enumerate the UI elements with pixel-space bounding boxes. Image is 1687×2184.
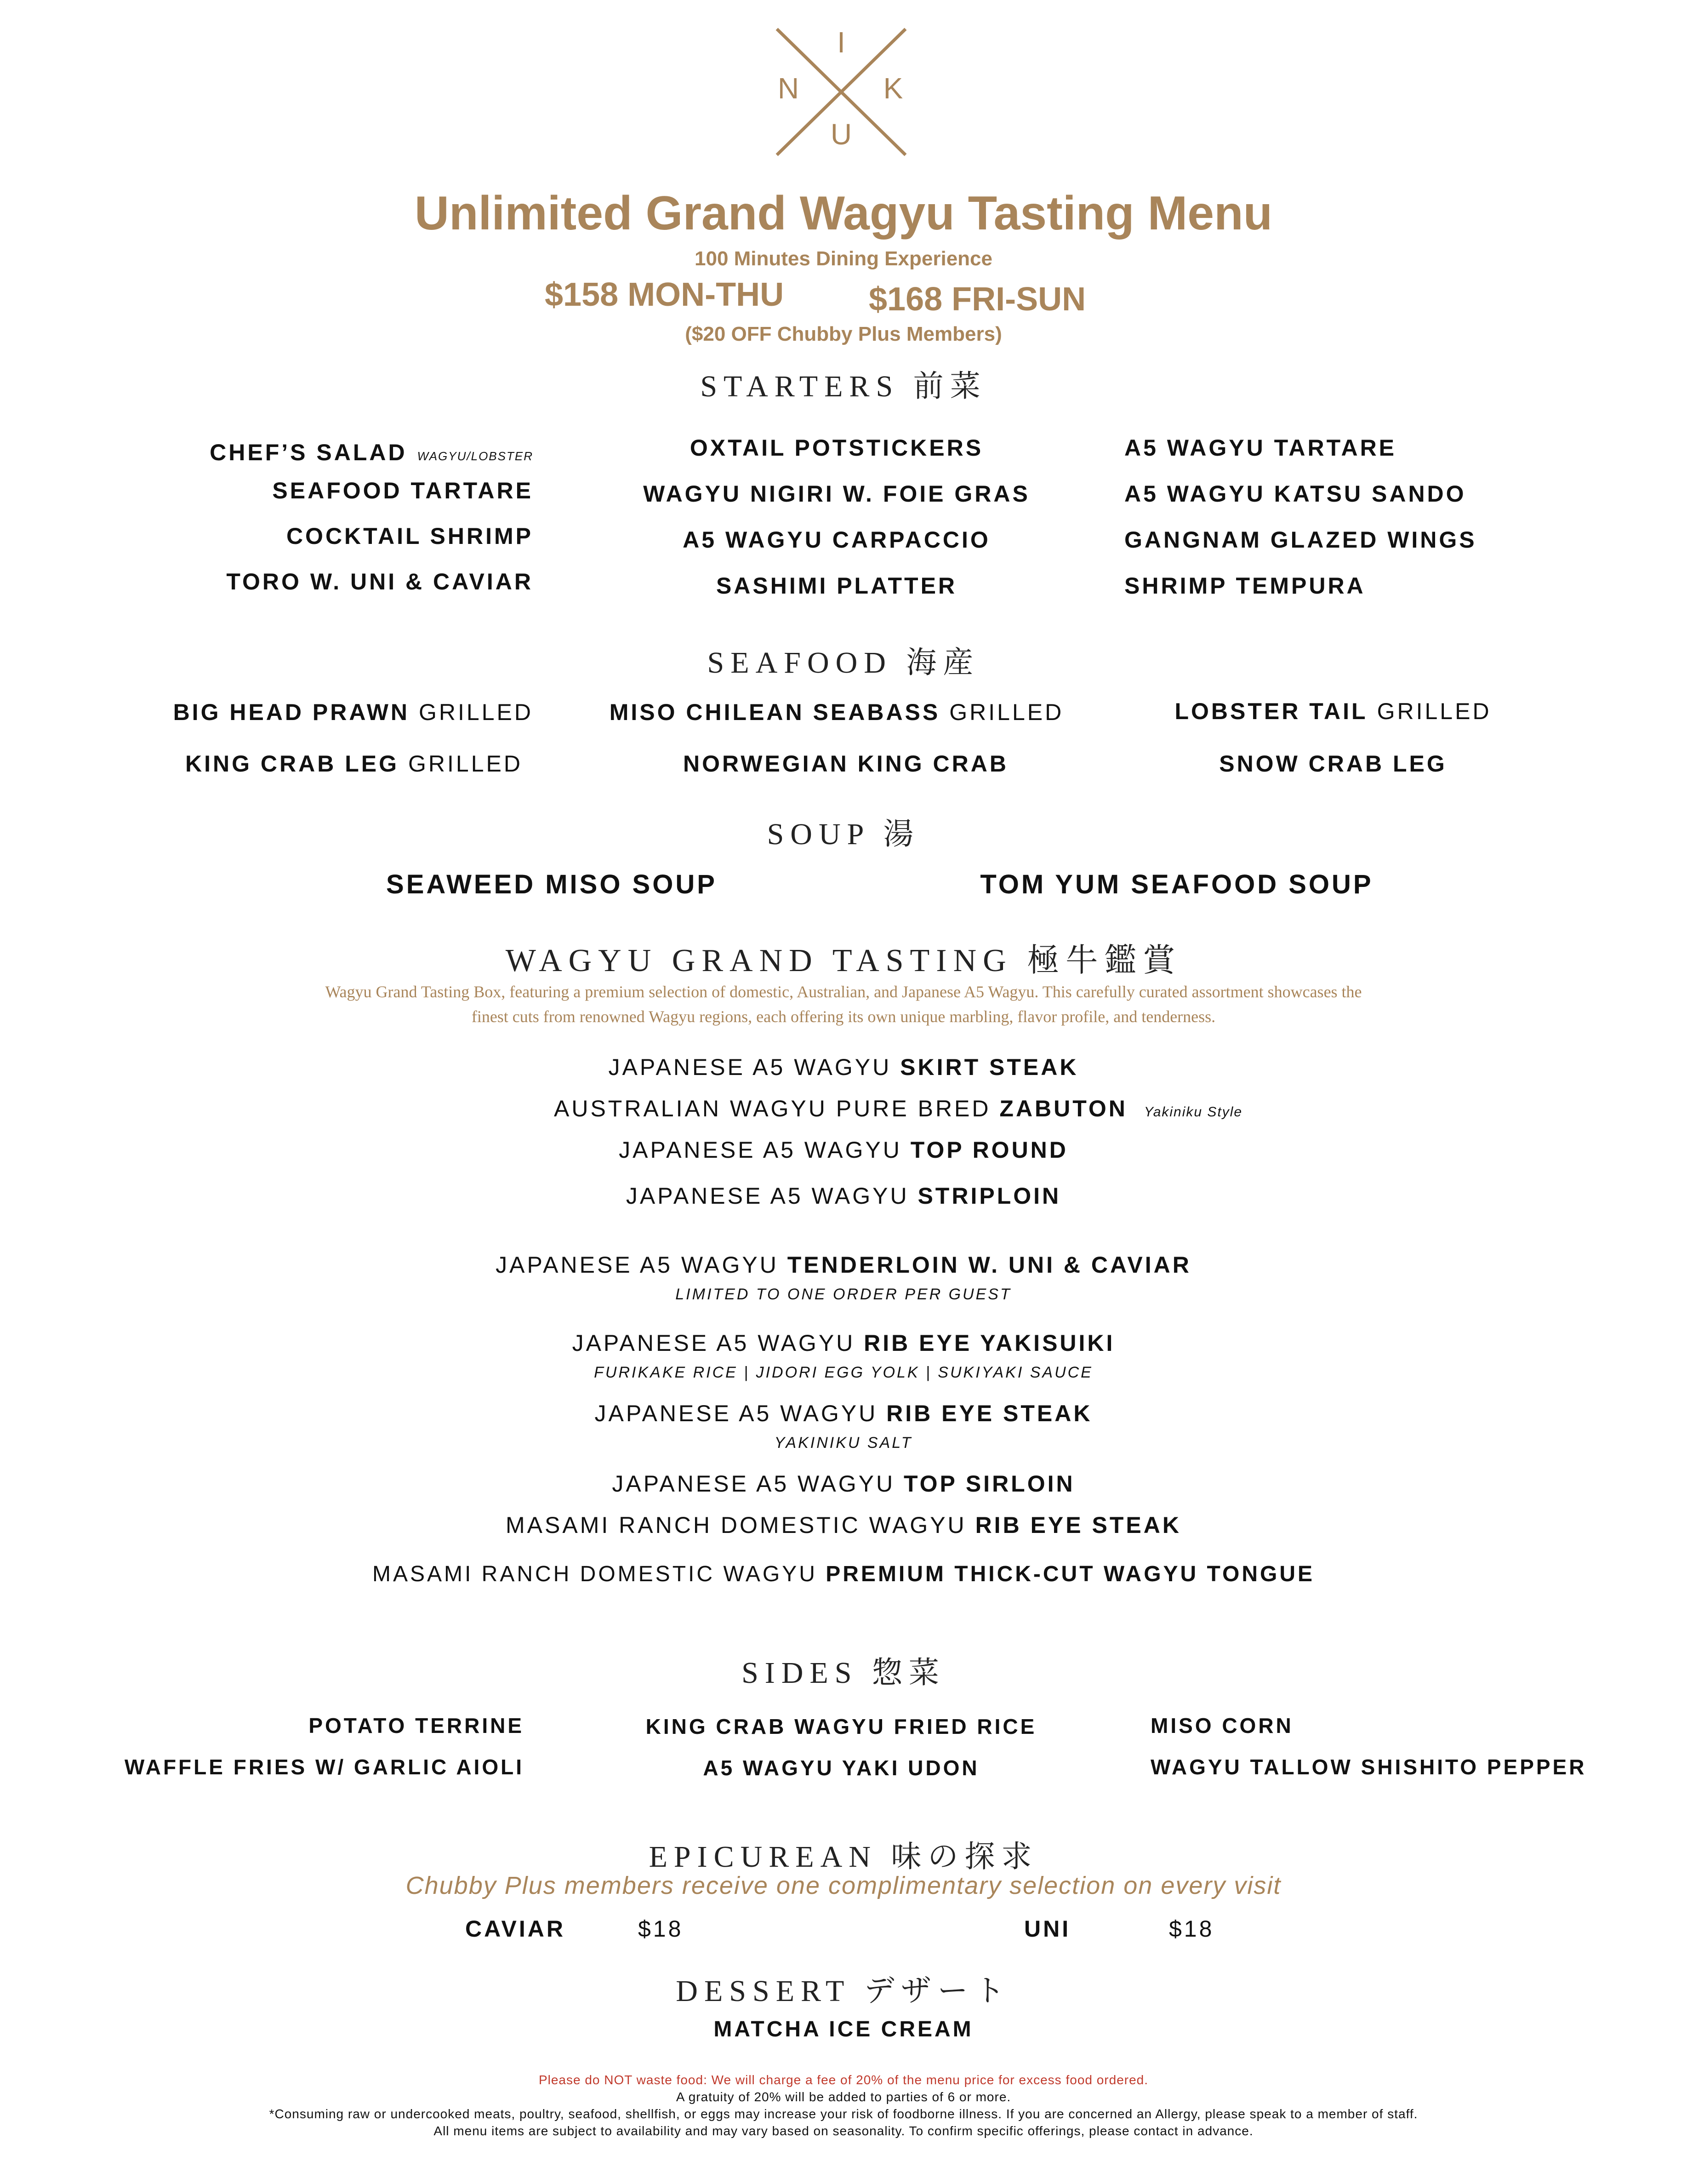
item-cut: RIB EYE YAKISUIKI xyxy=(864,1330,1115,1356)
list-item: POTATO TERRINE xyxy=(308,1714,524,1738)
item-note: Yakiniku Style xyxy=(1144,1104,1243,1120)
section-title-starters: STARTERS 前菜 xyxy=(700,370,987,403)
logo xyxy=(772,25,910,159)
item-prep: GRILLED xyxy=(949,699,1064,725)
footer-consuming-warning: *Consuming raw or undercooked meats, poultry, seafood, shellfish, or eggs may increase your risk of foodborne illness. If you are concerned an Allergy, please speak to a member of staff. xyxy=(269,2107,1418,2121)
seafood-item-miso-seabass xyxy=(570,699,1103,726)
list-item: A5 WAGYU KATSU SANDO xyxy=(1124,481,1466,507)
item-note: YAKINIKU SALT xyxy=(774,1434,913,1452)
list-item: A5 WAGYU YAKI UDON xyxy=(703,1756,980,1780)
wagyu-description-line-1: Wagyu Grand Tasting Box, featuring a premium selection of domestic, Australian, and Japanese A5 Wagyu. This carefully curated assortment showcases the xyxy=(325,983,1362,1001)
section-title-epicurean: EPICUREAN 味の探求 xyxy=(649,1840,1038,1874)
item-name: CHEF’S SALAD xyxy=(210,440,407,465)
item-cut: RIB EYE STEAK xyxy=(886,1401,1093,1426)
item-origin: JAPANESE A5 WAGYU xyxy=(608,1054,900,1080)
list-item: OXTAIL POTSTICKERS xyxy=(690,435,984,461)
wagyu-item xyxy=(0,1137,1687,1163)
seafood-item-lobster-tail xyxy=(1122,698,1545,725)
list-item: SNOW CRAB LEG xyxy=(1219,751,1447,777)
footer-gratuity: A gratuity of 20% will be added to parties of 6 or more. xyxy=(676,2090,1011,2104)
list-item: WAGYU TALLOW SHISHITO PEPPER xyxy=(1151,1755,1587,1779)
wagyu-description-line-2: finest cuts from renowned Wagyu regions, each offering its own unique marbling, flavor profile, and tenderness. xyxy=(471,1007,1216,1026)
item-cut: TENDERLOIN W. UNI & CAVIAR xyxy=(787,1252,1191,1278)
section-title-dessert: DESSERT デザート xyxy=(676,1974,1011,2008)
item-price: $18 xyxy=(638,1916,684,1942)
item-name: CAVIAR xyxy=(465,1916,565,1942)
item-cut: TOP SIRLOIN xyxy=(903,1471,1075,1497)
list-item: A5 WAGYU CARPACCIO xyxy=(683,527,991,553)
wagyu-item xyxy=(554,1095,1242,1122)
item-cut: ZABUTON xyxy=(999,1096,1128,1121)
list-item: SEAFOOD TARTARE xyxy=(272,478,533,503)
wagyu-item xyxy=(0,1330,1687,1356)
list-item: COCKTAIL SHRIMP xyxy=(286,523,533,549)
item-note: WAGYU/LOBSTER xyxy=(417,449,533,463)
item-price: $18 xyxy=(1169,1916,1214,1942)
footer-availability: All menu items are subject to availability and may vary based on seasonality. To confirm specific offerings, please contact in advance. xyxy=(433,2124,1254,2138)
menu-title: Unlimited Grand Wagyu Tasting Menu xyxy=(414,187,1273,240)
item-name: BIG HEAD PRAWN xyxy=(173,699,410,725)
list-item: SHRIMP TEMPURA xyxy=(1124,573,1366,599)
seafood-item-king-crab-leg xyxy=(156,750,552,777)
list-item: A5 WAGYU TARTARE xyxy=(1124,435,1397,461)
list-item: KING CRAB WAGYU FRIED RICE xyxy=(645,1715,1037,1738)
wagyu-item xyxy=(0,1054,1687,1081)
item-origin: JAPANESE A5 WAGYU xyxy=(594,1401,887,1426)
member-discount: ($20 OFF Chubby Plus Members) xyxy=(685,323,1002,345)
wagyu-item xyxy=(0,1400,1687,1427)
item-prep: GRILLED xyxy=(1377,698,1492,724)
item-cut: SKIRT STEAK xyxy=(900,1054,1079,1080)
item-prep: GRILLED xyxy=(408,751,523,777)
wagyu-item xyxy=(0,1183,1687,1209)
item-note: FURIKAKE RICE | JIDORI EGG YOLK | SUKIYAKI SAUCE xyxy=(594,1364,1093,1381)
item-origin: JAPANESE A5 WAGYU xyxy=(619,1137,911,1163)
footer-waste-notice: Please do NOT waste food: We will charge a fee of 20% of the menu price for excess food ordered. xyxy=(538,2073,1149,2087)
logo-letter-i: I xyxy=(837,26,845,59)
section-title-soup: SOUP 湯 xyxy=(767,818,920,851)
wagyu-item xyxy=(0,1252,1687,1278)
section-title-wagyu: WAGYU GRAND TASTING 極牛鑑賞 xyxy=(505,943,1182,978)
list-item: MISO CORN xyxy=(1151,1714,1294,1738)
price-weekend: $168 FRI-SUN xyxy=(869,281,1086,318)
menu-subtitle: 100 Minutes Dining Experience xyxy=(695,247,992,270)
item-origin: JAPANESE A5 WAGYU xyxy=(572,1330,864,1356)
list-item: NORWEGIAN KING CRAB xyxy=(683,751,1009,777)
logo-letter-n: N xyxy=(777,72,799,105)
item-origin: JAPANESE A5 WAGYU xyxy=(496,1252,787,1278)
logo-letter-u: U xyxy=(830,118,852,151)
item-origin: JAPANESE A5 WAGYU xyxy=(626,1183,918,1209)
wagyu-item xyxy=(0,1470,1687,1497)
item-prep: GRILLED xyxy=(419,699,533,725)
list-item: WAGYU NIGIRI W. FOIE GRAS xyxy=(643,481,1030,507)
list-item: SASHIMI PLATTER xyxy=(716,573,957,599)
list-item: TORO W. UNI & CAVIAR xyxy=(226,569,533,595)
list-item: SEAWEED MISO SOUP xyxy=(386,869,717,899)
wagyu-item xyxy=(0,1512,1687,1538)
list-item: TOM YUM SEAFOOD SOUP xyxy=(980,869,1374,899)
logo-letter-k: K xyxy=(883,72,903,105)
item-note: LIMITED TO ONE ORDER PER GUEST xyxy=(675,1286,1012,1303)
list-item: GANGNAM GLAZED WINGS xyxy=(1124,527,1477,553)
list-item xyxy=(92,439,533,466)
item-cut: RIB EYE STEAK xyxy=(975,1512,1181,1538)
item-origin: AUSTRALIAN WAGYU PURE BRED xyxy=(554,1096,1000,1121)
epicurean-subtitle: Chubby Plus members receive one complimentary selection on every visit xyxy=(405,1872,1282,1899)
section-title-sides: SIDES 惣菜 xyxy=(741,1656,946,1690)
item-cut: STRIPLOIN xyxy=(918,1183,1061,1209)
wagyu-item xyxy=(0,1561,1687,1587)
seafood-item-big-head-prawn xyxy=(92,699,533,726)
item-name: UNI xyxy=(1024,1916,1071,1942)
item-origin: MASAMI RANCH DOMESTIC WAGYU xyxy=(506,1512,975,1538)
item-origin: MASAMI RANCH DOMESTIC WAGYU xyxy=(372,1562,826,1586)
list-item: WAFFLE FRIES W/ GARLIC AIOLI xyxy=(124,1755,524,1779)
list-item: MATCHA ICE CREAM xyxy=(713,2017,974,2041)
item-name: MISO CHILEAN SEABASS xyxy=(609,699,940,725)
item-name: LOBSTER TAIL xyxy=(1174,698,1368,724)
section-title-seafood: SEAFOOD 海産 xyxy=(707,646,980,680)
price-weekday: $158 MON-THU xyxy=(545,276,784,313)
item-origin: JAPANESE A5 WAGYU xyxy=(612,1471,904,1497)
item-cut: TOP ROUND xyxy=(910,1137,1068,1163)
item-name: KING CRAB LEG xyxy=(185,751,399,777)
item-cut: PREMIUM THICK-CUT WAGYU TONGUE xyxy=(826,1562,1315,1586)
